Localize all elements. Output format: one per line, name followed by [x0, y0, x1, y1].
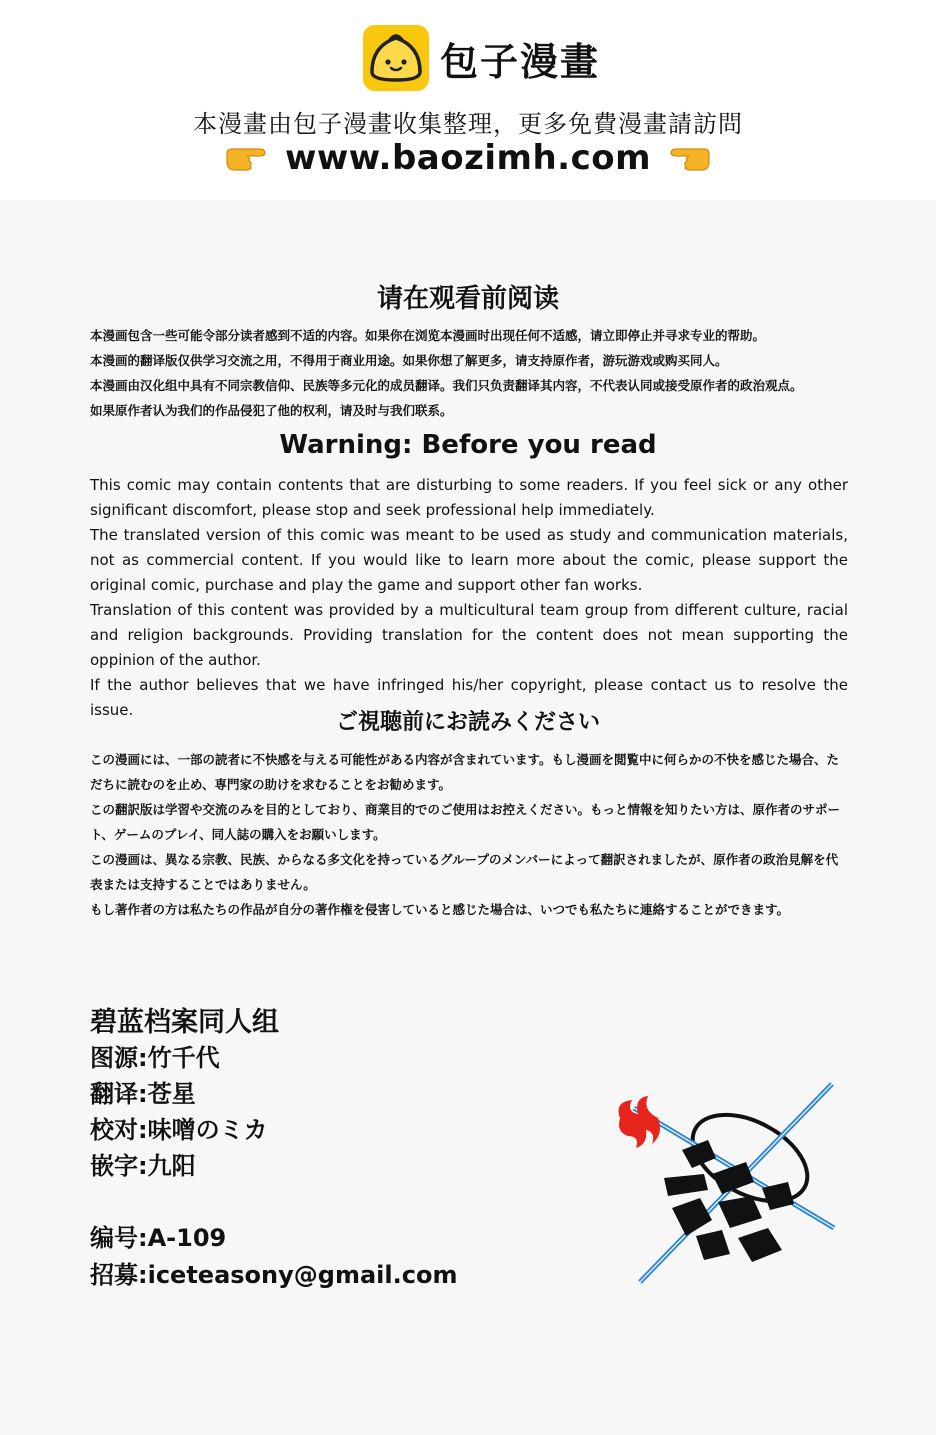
pointing-hand-left-icon	[667, 143, 711, 173]
credit-source: 图源:竹千代	[90, 1044, 220, 1072]
release-number: 编号:A-109	[90, 1224, 227, 1252]
pointing-hand-right-icon	[225, 143, 269, 173]
credit-proofread: 校对:味噌のミカ	[90, 1116, 268, 1144]
bun-logo-icon	[362, 24, 430, 92]
en-section-body	[90, 473, 848, 723]
ja-paragraph: この漫画には、一部の読者に不快感を与える可能性がある内容が含まれています。もし漫画を閲覧中に何らかの不快を感じた場合、ただちに読むのを止め、専門家の助けを求むることをお勧めます。	[90, 752, 840, 792]
en-section-title: Warning: Before you read	[279, 430, 657, 460]
site-url-link[interactable]: www.baozimh.com	[284, 138, 652, 178]
credit-typeset: 嵌字:九阳	[90, 1152, 196, 1180]
ja-section-body	[90, 747, 848, 922]
credit-translation: 翻译:苍星	[90, 1080, 196, 1108]
en-paragraph: If the author believes that we have infringed his/her copyright, please contact us to resolve the issue.	[90, 676, 848, 719]
en-paragraph: This comic may contain contents that are disturbing to some readers. If you feel sick or any other significant discomfort, please stop and seek professional help immediately.	[90, 476, 848, 519]
ja-section-title: ご視聴前にお読みください	[335, 710, 600, 735]
ja-paragraph: もし著作者の方は私たちの作品が自分の著作権を侵害していると感じた場合は、いつでも私たちに連絡することができます。	[90, 902, 790, 917]
zh-section-body	[90, 323, 848, 423]
zh-section-title: 请在观看前阅读	[376, 284, 559, 314]
site-name: 包子漫畫	[440, 39, 601, 84]
zh-line: 本漫画的翻译版仅供学习交流之用，不得用于商业用途。如果你想了解更多，请支持原作者，游玩游戏或购买同人。	[90, 353, 728, 368]
url-row	[0, 138, 936, 178]
en-paragraph: The translated version of this comic was meant to be used as study and communication materials, not as commercial content. If you would like to learn more about the comic, please support the original comic, purchase and play the game and support other fan works.	[90, 526, 848, 594]
site-logo[interactable]	[362, 24, 600, 92]
recruit-email[interactable]: 招募:iceteasony@gmail.com	[90, 1261, 458, 1289]
collection-notice: 本漫畫由包子漫畫收集整理，更多免費漫畫請訪問	[193, 110, 743, 138]
ja-paragraph: この漫画は、異なる宗教、民族、からなる多文化を持っているグループのメンバーによって翻訳されましたが、原作者の政治見解を代表または支持することではありません。	[90, 852, 839, 892]
ja-paragraph: この翻訳版は学習や交流のみを目的としており、商業目的でのご使用はお控えください。もっと情報を知りたい方は、原作者のサポート、ゲームのプレイ、同人誌の購入をお願いします。	[90, 802, 841, 842]
zh-line: 本漫画由汉化组中具有不同宗教信仰、民族等多元化的成员翻译。我们只负责翻译其内容，不代表认同或接受原作者的政治观点。	[90, 378, 803, 393]
site-header	[0, 0, 936, 200]
zh-line: 本漫画包含一些可能令部分读者感到不适的内容。如果你在浏览本漫画时出现任何不适感，请立即停止并寻求专业的帮助。	[90, 328, 766, 343]
en-paragraph: Translation of this content was provided by a multicultural team group from different culture, racial and religion backgrounds. Providing translation for the content does not mean supporting the oppinion of the author.	[90, 601, 848, 669]
group-emblem-icon	[612, 1078, 842, 1288]
group-name: 碧蓝档案同人组	[90, 1007, 279, 1038]
zh-line: 如果原作者认为我们的作品侵犯了他的权利，请及时与我们联系。	[90, 403, 453, 418]
